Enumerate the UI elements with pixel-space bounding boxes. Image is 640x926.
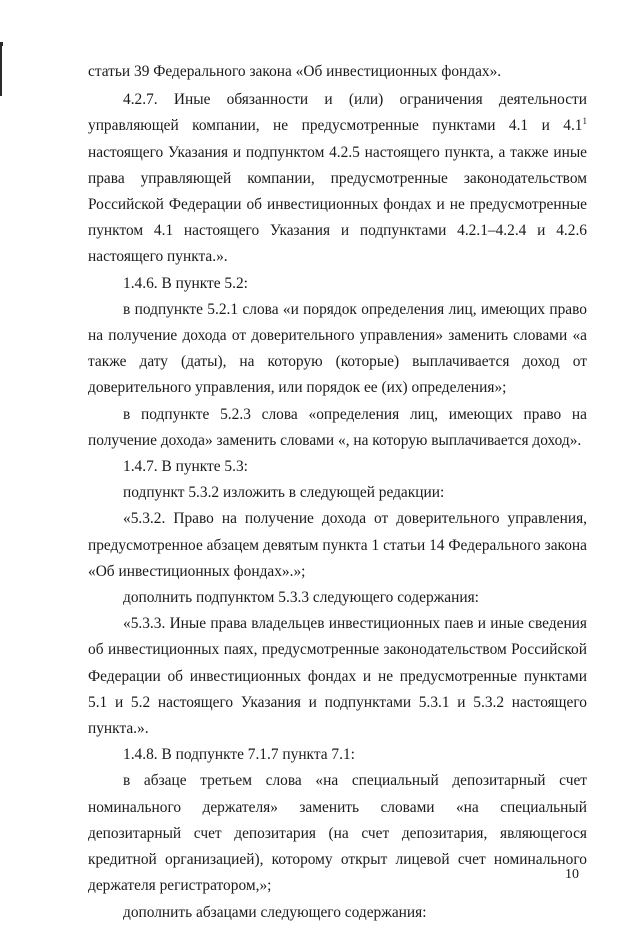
paragraph-1-4-7: 1.4.7. В пункте 5.3: bbox=[123, 458, 248, 476]
document-body bbox=[88, 59, 587, 926]
paragraph-4-2-7 bbox=[88, 87, 587, 270]
paragraph-5-3-3-text: «5.3.3. Иные права владельцев инвестиционных паев и иные сведения об инвестиционных паях, предусмотренные законодательством Российской Федерации об инвестиционных фондах и не предусмотренные пунктами 5.1 и 5.2 настоящего Указания и подпунктами 5.3.1 и 5.3.2 настоящего пункта.». bbox=[88, 615, 587, 738]
paragraph-7-1-7: в абзаце третьем слова «на специальный депозитарный счет номинального держателя» заменить словами «на специальный депозитарный счет депозитария (на счет депозитария, являющегося кредитной организацией), которому открыт лицевой счет номинального держателя регистратором,»; bbox=[88, 772, 587, 895]
paragraph-5-3-2-intro: подпункт 5.3.2 изложить в следующей редакции: bbox=[123, 484, 445, 502]
superscript-1: 1 bbox=[582, 116, 587, 127]
scan-edge-line bbox=[0, 44, 2, 96]
paragraph-5-3-3-intro: дополнить подпунктом 5.3.3 следующего содержания: bbox=[123, 589, 479, 607]
paragraph-closing: дополнить абзацами следующего содержания: bbox=[123, 903, 427, 921]
paragraph-4-2-7-start: 4.2.7. Иные обязанности и (или) ограничения деятельности управляющей компании, не предусмотренные пунктами 4.1 и 4.1 bbox=[88, 91, 587, 135]
paragraph-1: статьи 39 Федерального закона «Об инвестиционных фондах». bbox=[88, 63, 502, 80]
paragraph-5-3-2-text: «5.3.2. Право на получение дохода от доверительного управления, предусмотренное абзацем девятым пункта 1 статьи 14 Федерального закона «Об инвестиционных фондах».»; bbox=[88, 510, 587, 580]
paragraph-4-2-7-end: настоящего Указания и подпунктом 4.2.5 настоящего пункта, а также иные права управляющей компании, предусмотренные законодательством Российской Федерации об инвестиционных фондах и не предусмотренные пунктом 4.1 настоящего Указания и подпунктами 4.2.1–4.2.4 и 4.2.6 настоящего пункта.». bbox=[88, 143, 587, 266]
paragraph-5-2-3: в подпункте 5.2.3 слова «определения лиц, имеющих право на получение дохода» заменить словами «, на которую выплачивается доход». bbox=[88, 405, 587, 449]
paragraph-1-4-6: 1.4.6. В пункте 5.2: bbox=[123, 274, 248, 292]
page-number: 10 bbox=[565, 867, 579, 882]
paragraph-5-2-1: в подпункте 5.2.1 слова «и порядок определения лиц, имеющих право на получение дохода от доверительного управления» заменить словами «а также дату (даты), на которую (которые) выплачивается доход от доверительного управления, или порядок ее (их) определения»; bbox=[88, 300, 587, 397]
paragraph-1-4-8: 1.4.8. В подпункте 7.1.7 пункта 7.1: bbox=[123, 746, 355, 764]
